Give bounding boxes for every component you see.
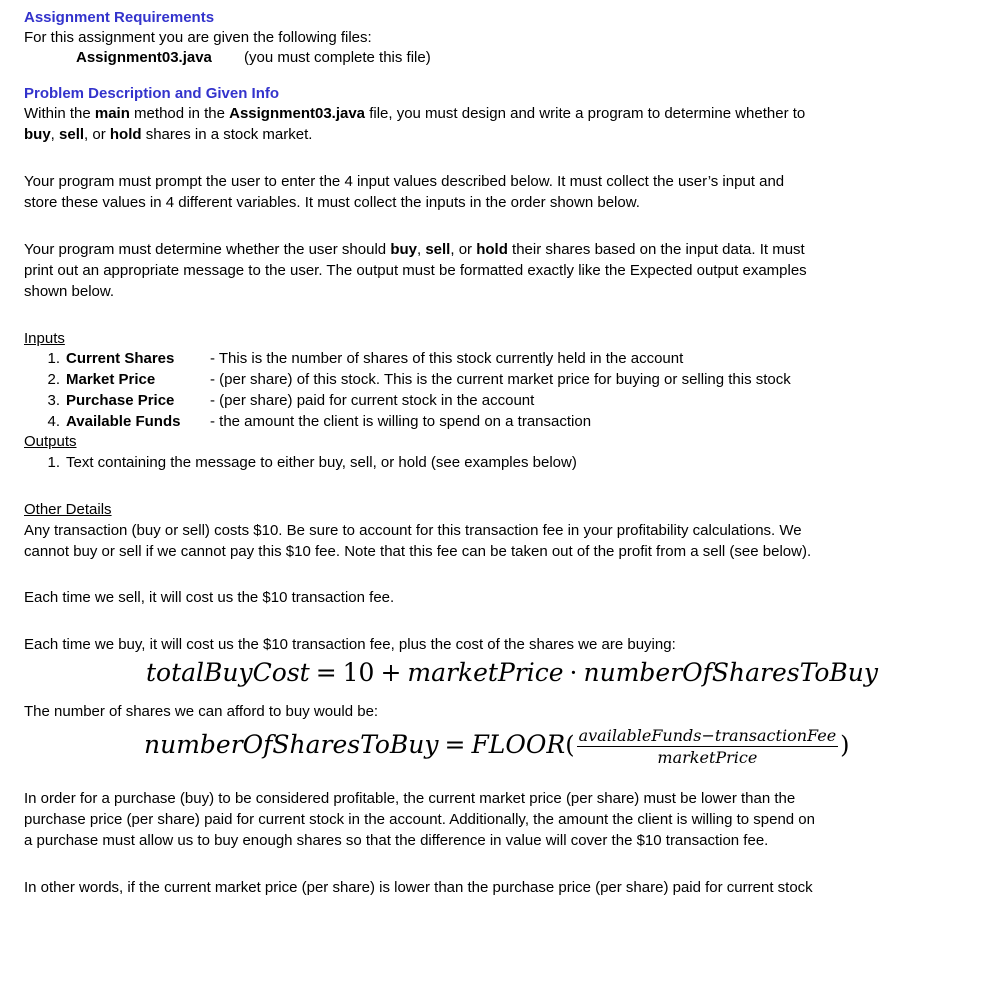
text-run: Within the xyxy=(24,105,95,122)
details-paragraph-5-line-3: a purchase must allow us to buy enough shares so that the difference in value will cover the $10 transaction fee. xyxy=(24,832,769,849)
formula-term: marketPrice xyxy=(407,658,564,687)
requirements-intro: For this assignment you are given the following files: xyxy=(24,29,372,46)
text-run: Your program must determine whether the user should xyxy=(24,241,391,258)
text-run-bold: sell xyxy=(59,126,85,143)
input-label: Available Funds xyxy=(66,413,181,430)
input-description: - This is the number of shares of this stock currently held in the account xyxy=(210,350,684,367)
details-paragraph-5-line-1: In order for a purchase (buy) to be considered profitable, the current market price (per share) must be lower than the xyxy=(24,790,796,807)
problem-paragraph-3-line-3: shown below. xyxy=(24,283,115,300)
output-description: Text containing the message to either buy, sell, or hold (see examples below) xyxy=(66,454,577,471)
formula-term: numberOfSharesToBuy xyxy=(583,658,878,687)
input-item xyxy=(40,391,534,411)
formula-paren: ( xyxy=(565,731,575,759)
input-item xyxy=(40,412,591,432)
list-number: 3. xyxy=(47,392,60,409)
problem-paragraph-2-line-2: store these values in 4 different variables. It must collect the inputs in the order shown below. xyxy=(24,194,640,211)
list-number: 4. xyxy=(47,413,60,430)
details-paragraph-1-line-1: Any transaction (buy or sell) costs $10. Be sure to account for this transaction fee in your profitability calculations. We xyxy=(24,522,802,539)
text-run: file, you must design and write a program to determine whether to xyxy=(365,105,806,122)
given-file-note: (you must complete this file) xyxy=(244,49,431,66)
text-run: , xyxy=(50,126,60,143)
formula-constant: 10 xyxy=(342,658,375,687)
problem-paragraph-1-line-1 xyxy=(24,104,805,124)
formula-term: numberOfSharesToBuy xyxy=(144,730,439,759)
fraction-denominator: marketPrice xyxy=(657,748,758,767)
input-item xyxy=(40,370,791,390)
formula-function: FLOOR xyxy=(471,730,566,759)
text-run-bold: hold xyxy=(476,241,508,258)
input-item xyxy=(40,349,683,369)
total-buy-cost-formula xyxy=(146,658,878,688)
outputs-heading: Outputs xyxy=(24,433,77,450)
input-label: Current Shares xyxy=(66,350,175,367)
text-run: , or xyxy=(450,241,477,258)
formula-paren: ) xyxy=(840,731,850,759)
formula-operator: + xyxy=(380,658,402,687)
text-run: , or xyxy=(84,126,110,143)
text-run-bold: buy xyxy=(24,126,51,143)
details-paragraph-2: Each time we sell, it will cost us the $10 transaction fee. xyxy=(24,589,395,606)
formula-operator: = xyxy=(444,730,466,759)
problem-heading: Problem Description and Given Info xyxy=(24,85,280,102)
text-run-bold: sell xyxy=(425,241,451,258)
details-heading: Other Details xyxy=(24,501,112,518)
text-run-bold: Assignment03.java xyxy=(229,105,366,122)
text-run: shares in a stock market. xyxy=(141,126,313,143)
formula-operator: · xyxy=(569,658,578,687)
list-number: 2. xyxy=(47,371,60,388)
problem-paragraph-2-line-1: Your program must prompt the user to enter the 4 input values described below. It must collect the user’s input and xyxy=(24,173,785,190)
given-file-line xyxy=(76,48,431,68)
given-file-name: Assignment03.java xyxy=(76,49,212,66)
details-paragraph-5-line-2: purchase price (per share) paid for current stock in the account. Additionally, the amount the client is willing to spend on xyxy=(24,811,815,828)
problem-paragraph-1-line-2 xyxy=(24,125,312,145)
number-of-shares-formula xyxy=(144,724,850,767)
text-run: their shares based on the input data. It must xyxy=(507,241,805,258)
problem-paragraph-3-line-2: print out an appropriate message to the user. The output must be formatted exactly like the Expected output examples xyxy=(24,262,807,279)
details-paragraph-4: The number of shares we can afford to buy would be: xyxy=(24,703,379,720)
list-number: 1. xyxy=(47,350,60,367)
input-label: Purchase Price xyxy=(66,392,175,409)
list-number: 1. xyxy=(47,454,60,471)
details-paragraph-6-line-1: In other words, if the current market price (per share) is lower than the purchase price (per share) paid for current stock xyxy=(24,879,813,896)
input-description: - (per share) paid for current stock in the account xyxy=(210,392,535,409)
details-paragraph-3: Each time we buy, it will cost us the $10 transaction fee, plus the cost of the shares we are buying: xyxy=(24,636,676,653)
formula-operator: = xyxy=(315,658,337,687)
text-run-bold: hold xyxy=(109,126,142,143)
details-paragraph-1-line-2: cannot buy or sell if we cannot pay this $10 fee. Note that this fee can be taken out of the profit from a sell (see below). xyxy=(24,543,812,560)
output-item xyxy=(40,453,577,473)
requirements-heading: Assignment Requirements xyxy=(24,9,215,26)
fraction-numerator: availableFunds−transactionFee xyxy=(578,726,837,745)
formula-term: totalBuyCost xyxy=(146,658,310,687)
text-run-bold: buy xyxy=(390,241,417,258)
problem-paragraph-3-line-1 xyxy=(24,240,805,260)
inputs-heading: Inputs xyxy=(24,330,65,347)
text-run: method in the xyxy=(129,105,230,122)
text-run-bold: main xyxy=(94,105,130,122)
input-label: Market Price xyxy=(66,371,156,388)
formula-fraction xyxy=(577,726,839,767)
text-run: , xyxy=(416,241,426,258)
input-description: - (per share) of this stock. This is the current market price for buying or selling this stock xyxy=(210,371,791,388)
input-description: - the amount the client is willing to spend on a transaction xyxy=(210,413,592,430)
